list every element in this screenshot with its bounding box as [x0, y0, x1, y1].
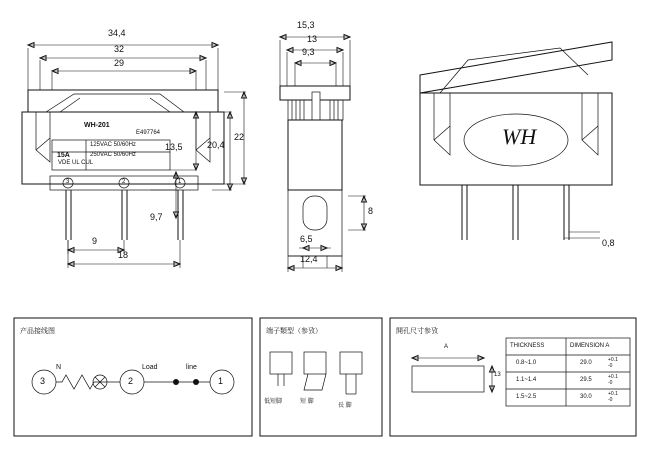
wiring-label-load: Load — [142, 364, 158, 371]
dim-side-bottom-outer: 12,4 — [300, 254, 318, 264]
cutout-graphics — [412, 356, 495, 393]
wiring-node-1: 1 — [218, 376, 224, 386]
terminal-label-3: 3 — [66, 179, 70, 185]
table-tolerance-sup-0: +0.1 — [608, 357, 618, 363]
dim-front-height-mid: 13,5 — [165, 142, 183, 152]
terminal-option-1: 短 脚 — [300, 399, 314, 405]
table-tolerance-sub-1: -0 — [608, 380, 613, 386]
dim-front-width-inner: 29 — [114, 58, 125, 68]
dim-front-height-low: 9,7 — [150, 212, 163, 222]
wiring-node-2: 2 — [128, 376, 134, 386]
terminal-type-graphics — [270, 352, 362, 394]
body-rating-line1: 125VAC 50/60Hz — [90, 142, 136, 148]
table-tolerance-sup-1: +0.1 — [608, 374, 618, 380]
dim-front-height-right-outer: 22 — [234, 132, 245, 142]
body-current-text: 15A — [57, 152, 70, 159]
table-cell-thickness-1: 1.1~1.4 — [516, 377, 537, 383]
table-cell-dimension-2: 30.0 — [580, 394, 592, 400]
terminal-option-0: 低短脚 — [264, 399, 283, 405]
cutout-dim-side: 13 — [494, 372, 501, 378]
terminal-label-2: 2 — [122, 179, 126, 185]
wiring-label-n: N — [56, 364, 62, 371]
wiring-label-line: line — [186, 364, 197, 371]
terminal-panel-title: 端子類型（参攷） — [266, 328, 322, 335]
dim-front-width-outer: 34,4 — [108, 28, 126, 38]
dim-side-right: 8 — [368, 206, 374, 216]
dim-side-top-outer: 15,3 — [297, 20, 315, 30]
table-tolerance-sup-2: +0.1 — [608, 391, 618, 397]
table-cell-dimension-1: 29.5 — [580, 377, 592, 383]
terminal-label-1: 1 — [178, 179, 182, 185]
table-tolerance-sub-2: -0 — [608, 397, 613, 403]
dim-front-width-mid: 32 — [114, 44, 125, 54]
dim-rear-pin-thickness: 0,8 — [602, 238, 615, 248]
dim-side-bottom-inner: 6,5 — [300, 234, 313, 244]
table-cell-dimension-0: 29.0 — [580, 360, 592, 366]
dim-front-bottom-outer: 18 — [118, 250, 129, 260]
dim-side-top-mid: 13 — [307, 34, 318, 44]
wiring-node-3: 3 — [40, 376, 46, 386]
table-cell-thickness-2: 1.5~2.5 — [516, 394, 537, 400]
table-header-dimension: DIMENSION A — [570, 343, 610, 349]
table-header-thickness: THICKNESS — [510, 343, 545, 349]
table-tolerance-sub-0: -0 — [608, 363, 613, 369]
body-model-text: WH-201 — [84, 122, 110, 129]
wiring-panel-title: 产品接线图 — [20, 328, 55, 335]
dim-side-top-inner: 9,3 — [302, 47, 315, 57]
cutout-dim-a: A — [444, 344, 449, 350]
dim-front-bottom-inner: 9 — [92, 236, 98, 246]
body-rating-line2: 250VAC 50/60Hz — [90, 152, 136, 158]
body-cert-text: E497764 — [136, 130, 161, 136]
body-marks-text: VDE UL CUL — [58, 160, 94, 166]
dim-front-height-right-inner: 20,4 — [207, 140, 225, 150]
table-cell-thickness-0: 0.8~1.0 — [516, 360, 537, 366]
terminal-option-2: 長 脚 — [338, 403, 352, 409]
cutout-panel-title: 開孔尺寸参攷 — [396, 328, 438, 335]
rear-logo-text: WH — [502, 124, 537, 149]
